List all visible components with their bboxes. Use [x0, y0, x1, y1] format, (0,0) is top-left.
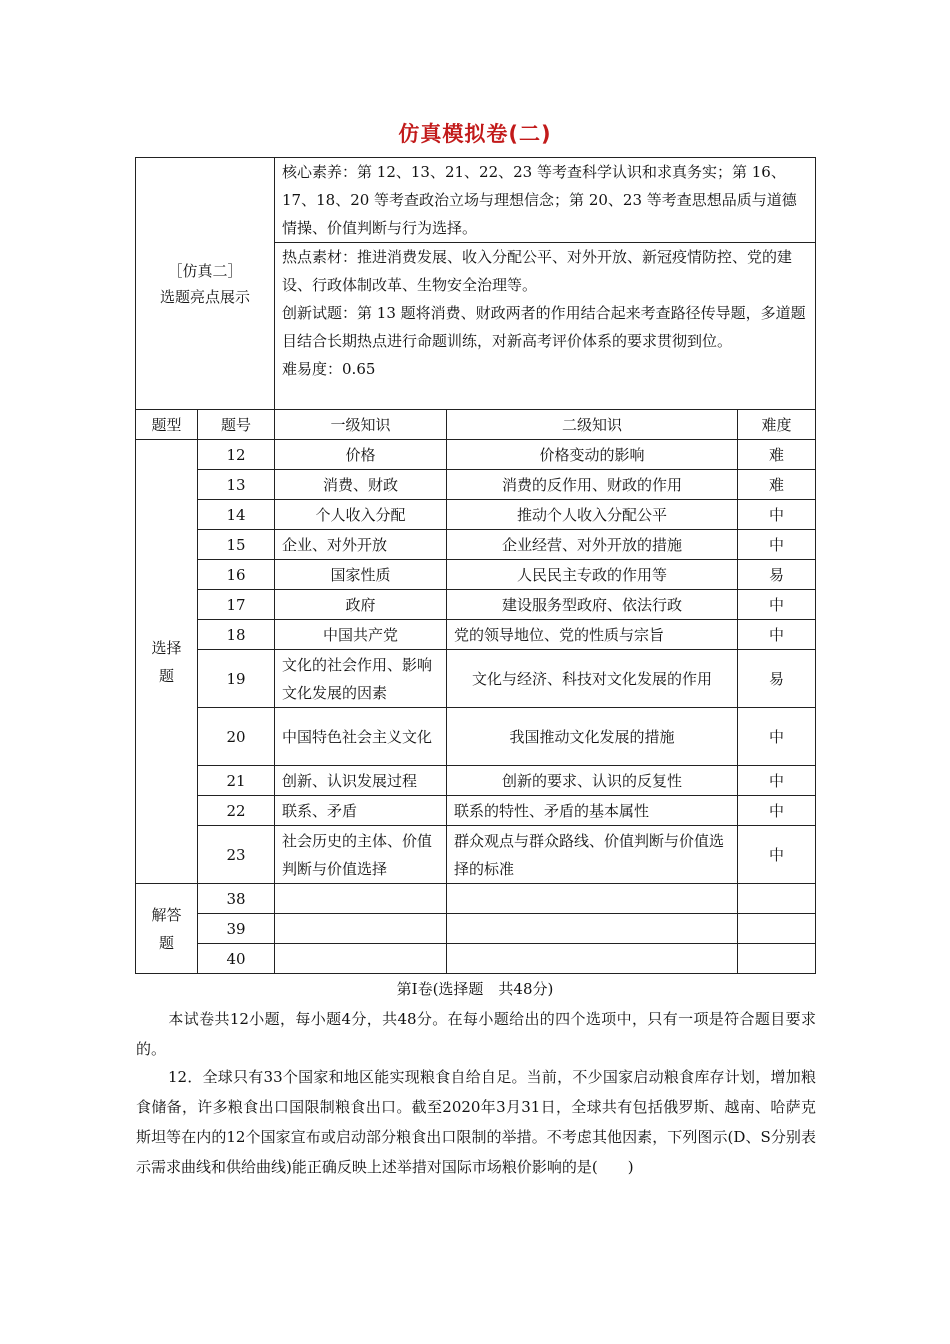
question-number: 21: [198, 766, 275, 796]
header-level1: 一级知识: [275, 410, 447, 440]
table-row: [136, 650, 816, 708]
choice-group-label: 选择 题: [136, 440, 198, 884]
table-row: [136, 500, 816, 530]
difficulty-value: 中: [738, 826, 816, 884]
difficulty-value: 易: [738, 650, 816, 708]
difficulty-value: 中: [738, 620, 816, 650]
knowledge-level1: 国家性质: [275, 560, 447, 590]
knowledge-level2: 建设服务型政府、依法行政: [447, 590, 738, 620]
table-row: [136, 530, 816, 560]
difficulty-value: 难: [738, 470, 816, 500]
knowledge-level1: 价格: [275, 440, 447, 470]
difficulty-value: 中: [738, 530, 816, 560]
knowledge-level2: [447, 884, 738, 914]
table-row: [136, 884, 816, 914]
knowledge-level1: 联系、矛盾: [275, 796, 447, 826]
knowledge-level1: 政府: [275, 590, 447, 620]
difficulty-value: 中: [738, 500, 816, 530]
hot-materials-text: 热点素材：推进消费发展、收入分配公平、对外开放、新冠疫情防控、党的建设、行政体制改革、生物安全治理等。: [282, 248, 793, 294]
table-row: [136, 796, 816, 826]
section-caption: 第Ⅰ卷(选择题 共48分): [396, 980, 554, 998]
highlights-row-1: [136, 158, 816, 243]
difficulty-value: 中: [738, 766, 816, 796]
question-number: 23: [198, 826, 275, 884]
highlights-detail-cell: [275, 243, 816, 410]
knowledge-level1: 中国特色社会主义文化: [275, 708, 447, 766]
answer-group-label: 解答 题: [136, 884, 198, 974]
question-number: 40: [198, 944, 275, 974]
question-number: 19: [198, 650, 275, 708]
instructions-text: 本试卷共12小题，每小题4分，共48分。在每小题给出的四个选项中，只有一项是符合题目要求的。: [136, 1010, 816, 1058]
table-row: [136, 766, 816, 796]
table-row: [136, 440, 816, 470]
table-row: [136, 826, 816, 884]
knowledge-level1: 企业、对外开放: [275, 530, 447, 560]
knowledge-level1: 消费、财政: [275, 470, 447, 500]
table-row: [136, 590, 816, 620]
header-level2: 二级知识: [447, 410, 738, 440]
instructions-paragraph: [136, 1004, 816, 1064]
table-row: [136, 944, 816, 974]
knowledge-level1: 社会历史的主体、价值判断与价值选择: [275, 826, 447, 884]
knowledge-level2: 联系的特性、矛盾的基本属性: [447, 796, 738, 826]
highlights-label-line2: 选题亮点展示: [160, 287, 251, 306]
question-number: 38: [198, 884, 275, 914]
difficulty-value: [738, 944, 816, 974]
knowledge-level2: 人民民主专政的作用等: [447, 560, 738, 590]
difficulty-value: 中: [738, 796, 816, 826]
question-number: 14: [198, 500, 275, 530]
question-number: 17: [198, 590, 275, 620]
knowledge-level1: 文化的社会作用、影响文化发展的因素: [275, 650, 447, 708]
highlights-label-line1: ［仿真二］: [167, 261, 243, 280]
table-row: [136, 914, 816, 944]
question-number: 20: [198, 708, 275, 766]
knowledge-level2: 文化与经济、科技对文化发展的作用: [447, 650, 738, 708]
knowledge-level2: 消费的反作用、财政的作用: [447, 470, 738, 500]
knowledge-level2: 推动个人收入分配公平: [447, 500, 738, 530]
question-number: 16: [198, 560, 275, 590]
knowledge-level2: [447, 944, 738, 974]
table-header-row: [136, 410, 816, 440]
knowledge-level1: [275, 884, 447, 914]
knowledge-level1: [275, 944, 447, 974]
difficulty-value: 中: [738, 590, 816, 620]
knowledge-level2: 企业经营、对外开放的措施: [447, 530, 738, 560]
question-number: 12: [198, 440, 275, 470]
question-number: 13: [198, 470, 275, 500]
knowledge-level2: 价格变动的影响: [447, 440, 738, 470]
difficulty-index-text: 难易度：0.65: [282, 360, 376, 378]
knowledge-level2: 群众观点与群众路线、价值判断与价值选择的标准: [447, 826, 738, 884]
knowledge-level2: 我国推动文化发展的措施: [447, 708, 738, 766]
knowledge-level2: 党的领导地位、党的性质与宗旨: [447, 620, 738, 650]
knowledge-level1: [275, 914, 447, 944]
table-row: [136, 620, 816, 650]
difficulty-value: 易: [738, 560, 816, 590]
innovation-text: 创新试题：第 13 题将消费、财政两者的作用结合起来考查路径传导题，多道题目结合长期热点进行命题训练，对新高考评价体系的要求贯彻到位。: [282, 304, 806, 350]
knowledge-level1: 中国共产党: [275, 620, 447, 650]
knowledge-level1: 创新、认识发展过程: [275, 766, 447, 796]
difficulty-value: [738, 884, 816, 914]
core-literacy-cell: [275, 158, 816, 243]
question-number: 39: [198, 914, 275, 944]
question-number: 15: [198, 530, 275, 560]
question-number: 22: [198, 796, 275, 826]
knowledge-level1: 个人收入分配: [275, 500, 447, 530]
page-title: 仿真模拟卷(二): [398, 122, 552, 146]
difficulty-value: 中: [738, 708, 816, 766]
difficulty-value: 难: [738, 440, 816, 470]
question-number: 18: [198, 620, 275, 650]
knowledge-level2: 创新的要求、认识的反复性: [447, 766, 738, 796]
header-number: 题号: [198, 410, 275, 440]
question-spec-table: [135, 157, 816, 974]
header-difficulty: 难度: [738, 410, 816, 440]
header-type: 题型: [136, 410, 198, 440]
core-literacy-text: 核心素养：第 12、13、21、22、23 等考查科学认识和求真务实；第 16、17、18、20 等考查政治立场与理想信念；第 20、23 等考查思想品质与道德情操、价值判断与行为选择。: [282, 163, 797, 237]
highlights-label: [136, 158, 275, 410]
table-row: [136, 470, 816, 500]
question-12-paragraph: [136, 1062, 816, 1182]
question-12-text: 12．全球只有33个国家和地区能实现粮食自给自足。当前，不少国家启动粮食库存计划，增加粮食储备，许多粮食出口国限制粮食出口。截至2020年3月31日，全球共有包括俄罗斯、越南、哈萨克斯坦等在内的12个国家宣布或启动部分粮食出口限制的举措。不考虑其他因素，下列图示(D、S分别表示需求曲线和供给曲线)能正确反映上述举措对国际市场粮价影响的是( ): [136, 1068, 816, 1176]
table-row: [136, 560, 816, 590]
difficulty-value: [738, 914, 816, 944]
table-row: [136, 708, 816, 766]
knowledge-level2: [447, 914, 738, 944]
